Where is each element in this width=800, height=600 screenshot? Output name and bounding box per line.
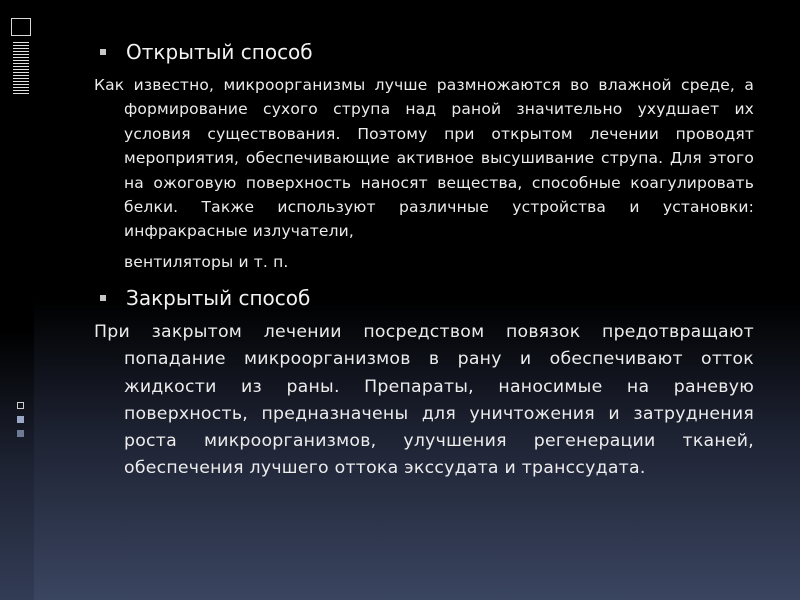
heading-text: Закрытый способ [126,286,311,311]
decorative-strip [0,0,34,600]
heading-text: Открытый способ [126,40,313,64]
paragraph-open-method: Как известно, микроорганизмы лучше размножаются во влажной среде, а формирование сухого струпа над раной значительно ухудшает их условия существования. Поэтому при открытом лечении проводят мероприятия, обеспечивающие активное высушивание струпа. Для этого на ожоговую поверхность наносят вещества, способные коагулировать белки. Также используют различные устройства и установки: инфракрасные излучатели, [94,76,754,241]
section-heading-open [94,40,754,64]
slide-content [94,40,754,482]
decorative-square [17,416,24,423]
bullet-icon [100,295,106,301]
paragraph-closed-method: При закрытом лечении посредством повязок предотвращают попадание микроорганизмов в рану и обеспечивают отток жидкости из раны. Препараты, наносимые на раневую поверхность, предназначены для уничтожения и затруднения роста микроорганизмов, улучшения регенерации тканей, обеспечения лучшего оттока экссудата и транссудата. [94,322,754,479]
decorative-lines [13,42,29,94]
section-heading-closed [94,286,754,310]
decorative-square [17,402,24,409]
bullet-icon [100,49,106,55]
paragraph-open-method-tail: вентиляторы и т. п. [124,252,289,271]
decorative-frame [11,18,31,36]
decorative-square [17,430,24,437]
